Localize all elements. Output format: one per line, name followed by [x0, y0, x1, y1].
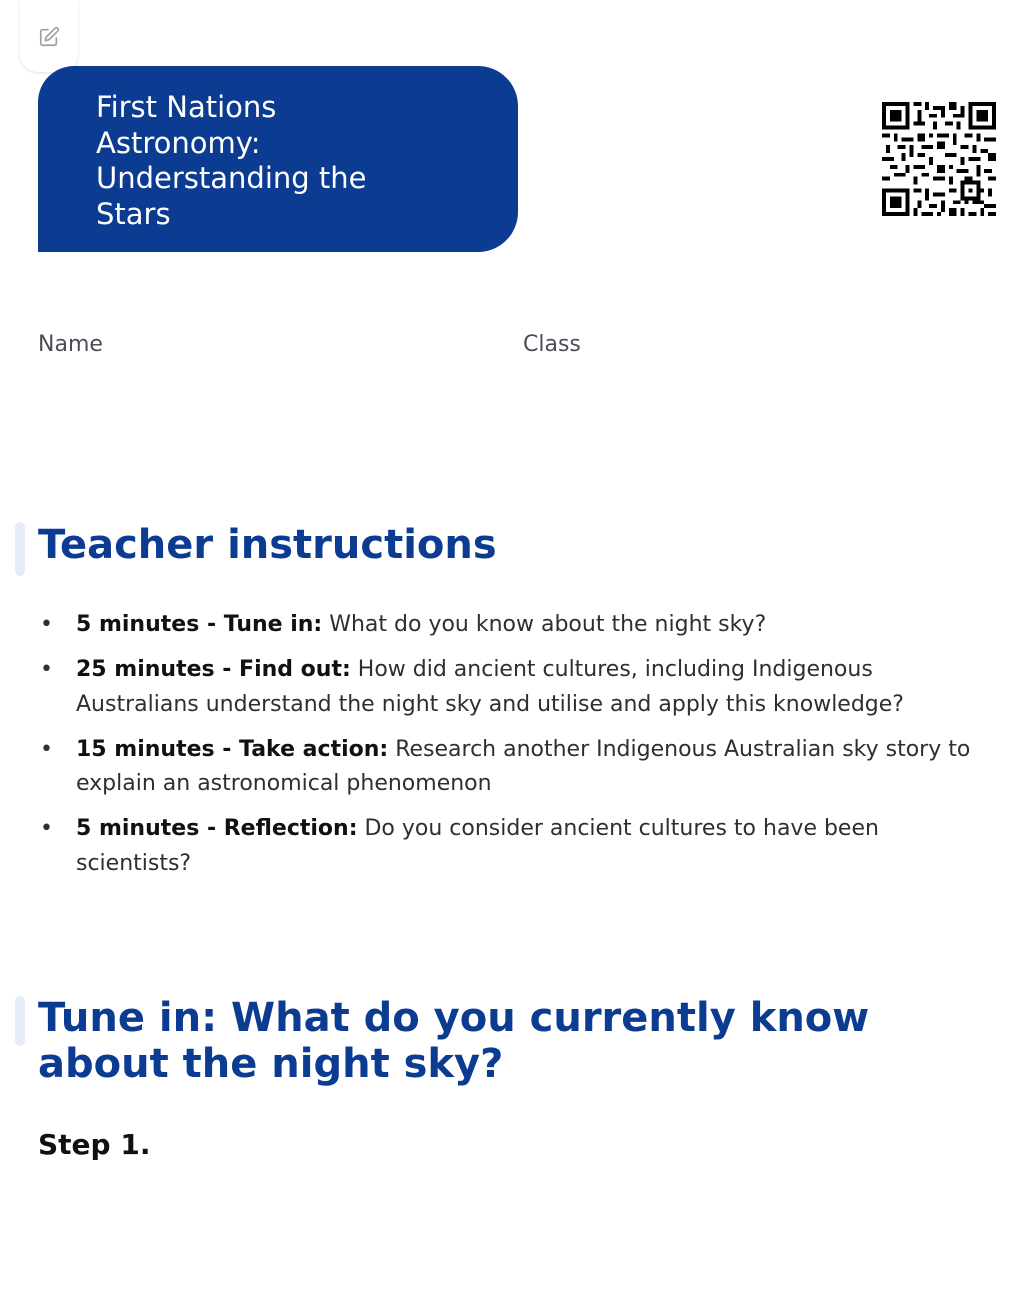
title-banner: [38, 66, 518, 252]
list-item: [38, 733, 998, 802]
item-lead: 5 minutes - Tune in:: [76, 612, 323, 637]
qr-code: [881, 102, 997, 216]
bullet-icon: •: [40, 736, 53, 762]
heading-accent-bar: [15, 522, 25, 576]
step-heading: Step 1.: [38, 1128, 151, 1161]
item-text: How did ancient cultures, including Indigenous Australians understand the night sky and utilise and apply this knowledge?: [76, 657, 904, 717]
list-item: [38, 653, 998, 722]
bullet-icon: •: [40, 612, 53, 637]
list-item: [38, 812, 998, 881]
edit-icon[interactable]: [38, 26, 60, 48]
worksheet-title: First Nations Astronomy: Understanding the Stars: [96, 90, 367, 231]
item-text: Research another Indigenous Australian sky story to explain an astronomical phenomenon: [76, 736, 971, 796]
teacher-instructions-heading: Teacher instructions: [38, 522, 497, 568]
item-text: Do you consider ancient cultures to have been scientists?: [76, 816, 879, 876]
name-field-label: Name: [38, 332, 103, 357]
item-lead: 25 minutes - Find out:: [76, 657, 351, 682]
item-lead: 5 minutes - Reflection:: [76, 816, 358, 841]
teacher-instructions-list: [38, 608, 998, 892]
class-field-label: Class: [523, 332, 581, 357]
item-lead: 15 minutes - Take action:: [76, 736, 389, 762]
list-item: [38, 608, 998, 643]
tune-in-heading: Tune in: What do you currently know about the night sky?: [38, 995, 870, 1087]
heading-accent-bar: [15, 996, 25, 1046]
bullet-icon: •: [40, 816, 53, 841]
bullet-icon: •: [40, 657, 53, 682]
edit-tab[interactable]: [20, 0, 78, 72]
item-text: What do you know about the night sky?: [322, 612, 767, 637]
